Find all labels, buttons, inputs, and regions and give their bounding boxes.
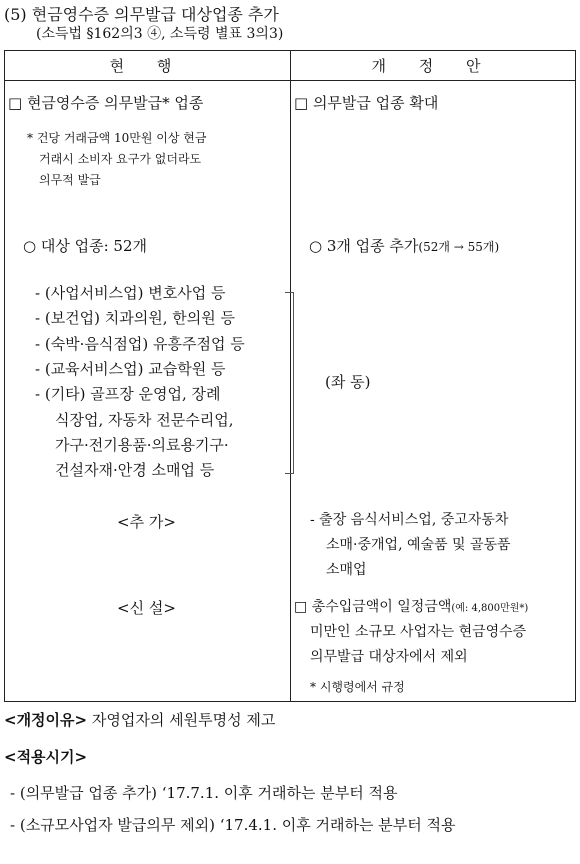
new-provision-line: 의무발급 대상자에서 제외 <box>310 649 468 665</box>
new-provision-line: 미만인 소규모 사업자는 현금영수증 <box>310 624 527 640</box>
current-heading: □ 현금영수증 의무발급* 업종 <box>8 94 204 112</box>
proposed-count-detail: (52개 → 55개) <box>418 240 500 254</box>
proposed-count <box>309 235 499 256</box>
current-note-line: 거래시 소비자 요구가 없더라도 <box>39 152 202 166</box>
current-item: - (숙박·음식점업) 유흥주점업 등 <box>35 335 245 353</box>
current-item-continued: 식장업, 자동차 전문수리업, <box>55 411 234 429</box>
proposed-count-label: ○ 3개 업종 추가 <box>309 237 419 255</box>
current-item-continued: 건설자재·안경 소매업 등 <box>55 461 215 479</box>
reason-line <box>4 709 275 730</box>
table-header-row <box>5 51 576 81</box>
added-line: - 출장 음식서비스업, 중고자동차 <box>310 512 509 528</box>
apply-line: - (소규모사업자 발급의무 제외) ‘17.4.1. 이후 거래하는 분부터 적용 <box>10 816 456 834</box>
added-line: 소매업 <box>326 562 367 578</box>
current-count: ○ 대상 업종: 52개 <box>23 237 147 255</box>
new-provision-line <box>294 596 528 616</box>
column-header-current: 현 행 <box>5 51 291 81</box>
current-note-line: 의무적 발급 <box>39 173 101 187</box>
apply-line: - (의무발급 업종 추가) ‘17.7.1. 이후 거래하는 분부터 적용 <box>10 784 398 802</box>
new-provision-note: * 시행령에서 규정 <box>310 680 405 694</box>
current-cell <box>5 81 291 702</box>
same-as-left: (좌 동) <box>325 373 371 391</box>
proposed-cell <box>291 81 576 702</box>
reason-label: <개정이유> <box>4 711 88 729</box>
reason-text: 자영업자의 세원투명성 제고 <box>91 711 276 729</box>
current-note-line: * 건당 거래금액 10만원 이상 현금 <box>27 131 207 145</box>
column-header-proposed: 개 정 안 <box>291 51 576 81</box>
added-line: 소매·중개업, 예술품 및 골동품 <box>326 537 511 553</box>
new-label: <신 설> <box>117 599 176 617</box>
apply-label: <적용시기> <box>4 748 88 766</box>
current-item: - (보건업) 치과의원, 한의원 등 <box>35 309 236 327</box>
new-provision-example: (예: 4,800만원*) <box>451 603 529 614</box>
current-item: - (기타) 골프장 운영업, 장례 <box>35 385 221 403</box>
current-item-continued: 가구·전기용품·의료용기구· <box>55 436 229 454</box>
section-subtitle: (소득법 §162의3 ④, 소득령 별표 3의3) <box>36 26 284 42</box>
table-body-row <box>5 81 576 702</box>
same-bracket <box>285 292 294 474</box>
current-item: - (사업서비스업) 변호사업 등 <box>35 284 226 302</box>
add-label: <추 가> <box>117 513 176 531</box>
comparison-table <box>4 50 576 702</box>
section-title: (5) 현금영수증 의무발급 대상업종 추가 <box>4 5 279 24</box>
proposed-heading: □ 의무발급 업종 확대 <box>294 94 439 112</box>
current-item: - (교육서비스업) 교습학원 등 <box>35 360 226 378</box>
new-provision-text: □ 총수입금액이 일정금액 <box>294 599 452 615</box>
